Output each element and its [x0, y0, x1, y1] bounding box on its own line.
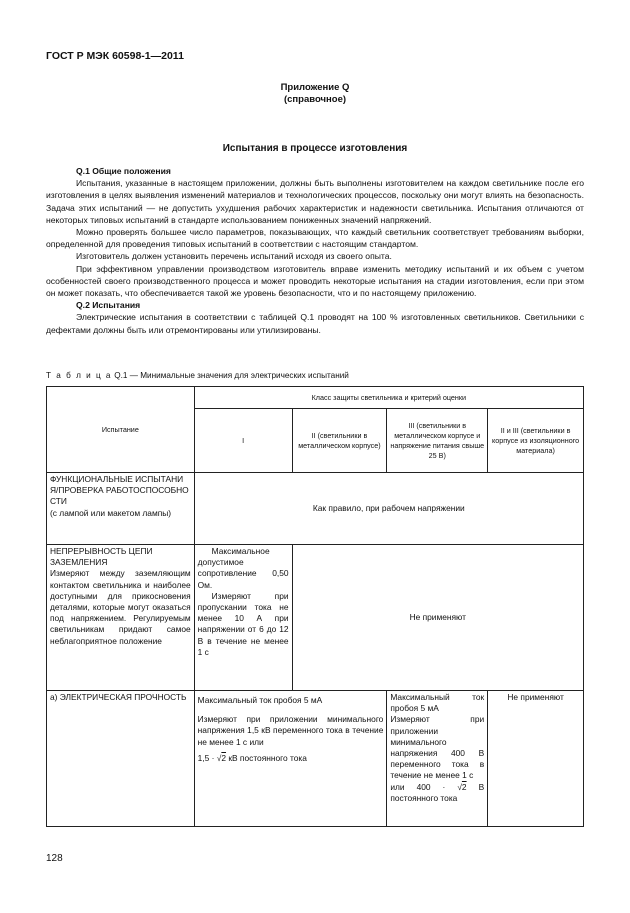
cell-functional-test — [47, 473, 195, 545]
q2-heading: Q.2 Испытания — [76, 300, 141, 311]
dielectric-c3-dc-pre: или 400 · — [390, 781, 446, 792]
earth-test-note: Измеряют между заземляющим контактом светильника и наиболее доступными для прикосновения деталями, которые могут оказаться под напряжением. Регулируемым светильникам придают самое неблагоприятное положение — [50, 568, 191, 646]
col-header-class-4: II и III (светильники в корпусе из изоляционного материала) — [488, 409, 584, 473]
q2-paragraph-1: Электрические испытания в соответствии с таблицей Q.1 проводят на 100 % изготовленных светильников. Светильники с дефектами должны быть или отремонтированы или утилизированы. — [46, 312, 584, 335]
dielectric-c3-dc — [390, 782, 484, 804]
dielectric-c12-current: Максимальный ток пробоя 5 мА — [197, 695, 323, 705]
table-caption-text: Q.1 — Минимальные значения для электрических испытаний — [114, 371, 349, 380]
q1-paragraph-1: Испытания, указанные в настоящем приложении, должны быть выполнены изготовителем на каждом светильнике после его изготовления в целях выявления изменений материалов и технологических процессов, поскольку они могут влиять на безопасность. Задача этих испытаний — не допустить ухудшения рабочих характеристик и надежности светильника. Испытания отличаются от некоторых типовых испытаний в стандарте использованием пониженных значений напряжений. — [46, 178, 584, 225]
col-header-class: Класс защиты светильника и критерий оценки — [194, 387, 583, 409]
q1-heading: Q.1 Общие положения — [76, 166, 171, 176]
cell-functional-value: Как правило, при рабочем напряжении — [194, 473, 583, 545]
annex-type: (справочное) — [283, 94, 347, 105]
dielectric-c3-dc-post: В постоянного тока — [390, 781, 485, 803]
earth-class1-limit: Максимальное допустимое сопротивление 0,50 Ом. — [197, 546, 289, 590]
page-number: 128 — [46, 853, 63, 864]
dielectric-c12-dc-sqrt: 2 — [221, 752, 227, 763]
dielectric-c3-current: Максимальный ток пробоя 5 мА — [390, 692, 485, 714]
dielectric-c12-dc-pre: 1,5 · — [197, 752, 215, 763]
dielectric-c12-method: Измеряют при приложении минимального напряжения 1,5 кВ переменного тока в течение не менее 1 с или — [197, 714, 384, 747]
dielectric-c12-dc — [198, 753, 384, 764]
table-row-earth-continuity — [47, 545, 584, 691]
standard-header: ГОСТ Р МЭК 60598-1—2011 — [46, 50, 184, 62]
table-row-dielectric — [47, 691, 584, 827]
q1-paragraph-2: Можно проверять большее число параметров, показывающих, что каждый светильник соответствует требованиям выборки, определенной для проведения типовых испытаний в соответствии с настоящим стандартом. — [46, 227, 584, 250]
dielectric-c3-method: Измеряют при приложении минимального напряжения 400 В переменного тока в течение не менее 1 с — [390, 714, 485, 781]
earth-test-name: НЕПРЕРЫВНОСТЬ ЦЕПИ ЗАЗЕМЛЕНИЯ — [50, 546, 153, 568]
col-header-class-3: III (светильники в металлическом корпусе и напряжение питания свыше 25 В) — [387, 409, 488, 473]
col-header-class-1: I — [194, 409, 292, 473]
dielectric-c12-dc-post: кВ постоянного тока — [228, 752, 307, 763]
table-row-functional — [47, 473, 584, 545]
section-title: Испытания в процессе изготовления — [222, 143, 408, 154]
annex-label: Приложение Q — [280, 82, 350, 93]
electrical-tests-table — [46, 386, 584, 827]
functional-test-note: (с лампой или макетом лампы) — [50, 507, 172, 518]
cell-dielectric-class12 — [194, 691, 387, 827]
cell-earth-class1 — [194, 545, 292, 691]
earth-class1-method: Измеряют при пропускании тока не менее 10 А при напряжении от 6 до 12 В в течение не менее 1 с — [197, 590, 289, 657]
q1-paragraph-3: Изготовитель должен установить перечень испытаний исходя из своего опыта. — [76, 251, 392, 262]
body-text — [46, 165, 584, 336]
functional-test-name: ФУНКЦИОНАЛЬНЫЕ ИСПЫТАНИЯ/ПРОВЕРКА РАБОТОСПОСОБНОСТИ — [50, 474, 189, 507]
sqrt-symbol: √2 — [457, 781, 467, 792]
cell-dielectric-class3 — [387, 691, 488, 827]
table-caption-prefix: Т а б л и ц а — [46, 371, 112, 380]
cell-earth-others: Не применяют — [292, 545, 583, 691]
cell-earth-test — [47, 545, 195, 691]
cell-dielectric-class4: Не применяют — [488, 691, 584, 827]
cell-dielectric-test: а) ЭЛЕКТРИЧЕСКАЯ ПРОЧНОСТЬ — [47, 691, 195, 827]
col-header-test: Испытание — [47, 387, 195, 473]
col-header-class-2: II (светильники в металлическом корпусе) — [292, 409, 387, 473]
q1-paragraph-4: При эффективном управлении производством изготовитель вправе изменить методику испытаний и их объем с учетом особенностей своего производственного процесса и может проводить некоторые испытания на стадии изготовления, если при этом он может показать, что обеспечивается такой же уровень безопасности, что и по настоящему приложению. — [46, 263, 584, 299]
table-caption — [46, 371, 349, 380]
dielectric-c3-dc-sqrt: 2 — [461, 781, 467, 792]
annex-title — [0, 82, 630, 106]
sqrt-symbol: √2 — [216, 752, 227, 763]
table-header-row-1 — [47, 387, 584, 409]
